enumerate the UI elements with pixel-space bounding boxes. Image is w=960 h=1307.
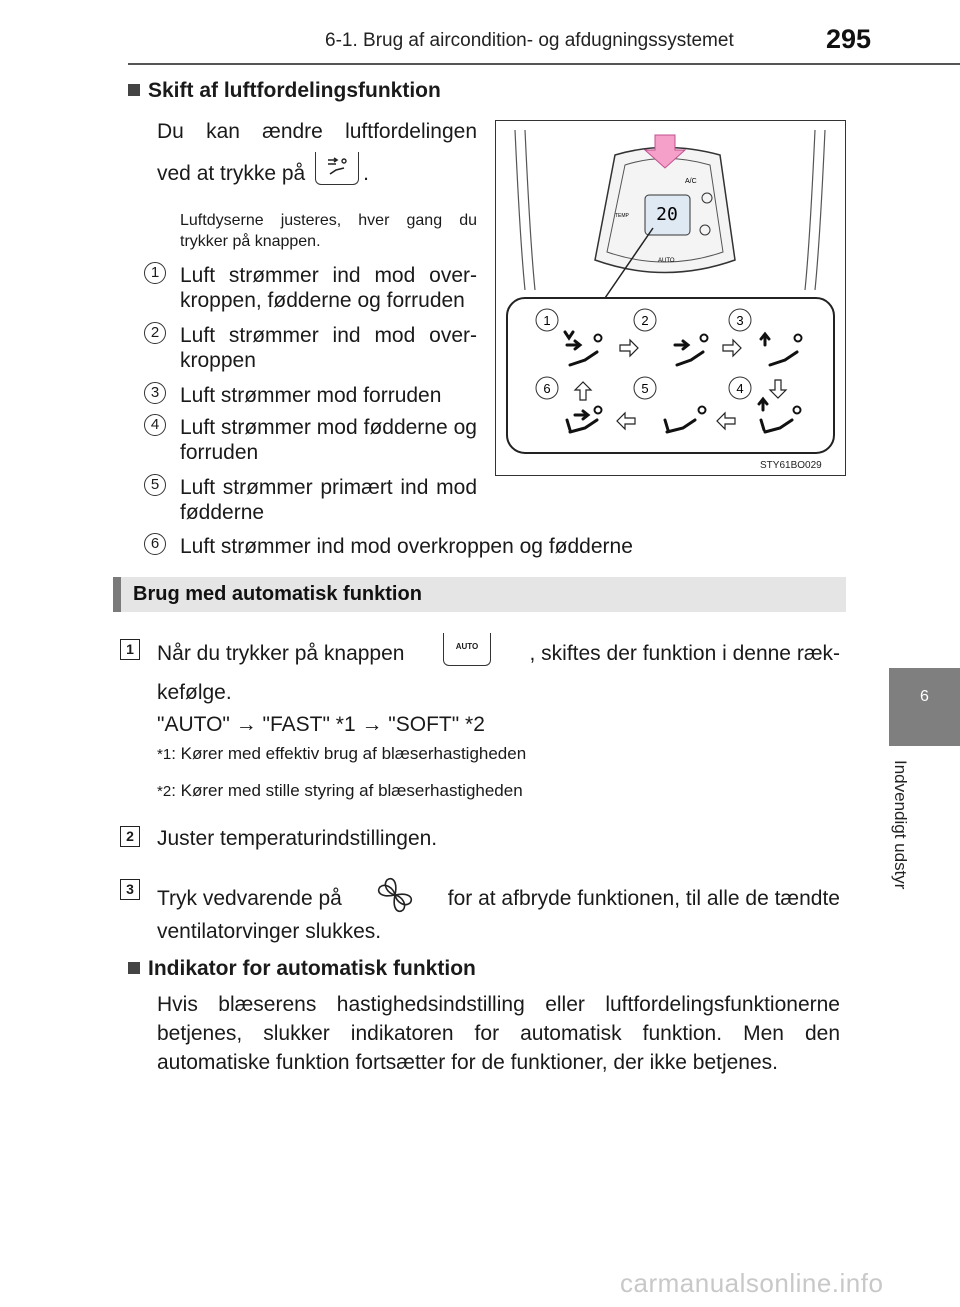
fan-icon xyxy=(373,873,417,917)
intro-line-1: Du kan ændre luftfordelingen xyxy=(157,120,477,143)
page-number: 295 xyxy=(826,24,872,54)
mode-text-6: Luft strømmer ind mod overkroppen og fødderne xyxy=(180,535,633,558)
chapter-label-vertical xyxy=(880,760,920,980)
chapter-number: 6 xyxy=(920,688,929,705)
figure-callout-5: 5 xyxy=(641,381,649,396)
mode-number-3: 3 xyxy=(144,382,166,404)
step-3-line-1: Tryk vedvarende på for at afbryde funktionen, til alle de tændte xyxy=(157,876,840,920)
panel-display-temperature: 20 xyxy=(656,204,678,225)
auto-button-icon: AUTO xyxy=(443,633,491,666)
mode-number-1: 1 xyxy=(144,262,166,284)
intro-line-2: ved at trykke på . xyxy=(157,158,487,191)
chapter-label: Indvendigt udstyr xyxy=(891,760,910,890)
square-bullet-icon xyxy=(128,84,140,96)
mode-text-5: Luft strømmer primært ind mod fødderne xyxy=(180,476,477,524)
footnote-1: *1: Kører med effektiv brug af blæserhastigheden xyxy=(157,744,527,763)
header-rule xyxy=(128,63,960,65)
section-heading-air-distribution: Skift af luftfordelingsfunktion xyxy=(128,79,441,103)
mode-text-4: Luft strømmer mod fødderne og forruden xyxy=(180,416,477,464)
step-2-text: Juster temperaturindstillingen. xyxy=(157,827,438,850)
chapter-tab xyxy=(889,668,960,746)
mode-text-3: Luft strømmer mod forruden xyxy=(180,384,442,407)
panel-label-auto: AUTO xyxy=(658,258,675,264)
mode-sequence: "AUTO" → "FAST" *1 → "SOFT" *2 xyxy=(157,713,485,736)
step-number-2: 2 xyxy=(120,826,140,847)
mode-number-6: 6 xyxy=(144,533,166,555)
air-distribution-figure xyxy=(495,120,846,476)
step-3-line-2: ventilatorvinger slukkes. xyxy=(157,920,382,943)
header-section-title: 6-1. Brug af aircondition- og afdugningssystemet xyxy=(325,30,734,51)
panel-label-temp: TEMP xyxy=(615,213,629,219)
mode-text-1: Luft strømmer ind mod over-kroppen, fødderne og forruden xyxy=(180,264,477,312)
step-number-1: 1 xyxy=(120,639,140,660)
mode-number-2: 2 xyxy=(144,322,166,344)
figure-callout-2: 2 xyxy=(641,313,649,328)
note-text: Luftdyserne justeres, hver gang du trykker på knappen. xyxy=(180,212,477,250)
square-bullet-icon xyxy=(128,962,140,974)
footnote-2: *2: Kører med stille styring af blæserhastigheden xyxy=(157,781,523,800)
step-number-3: 3 xyxy=(120,879,140,900)
panel-label-ac: A/C xyxy=(685,178,697,185)
step-1-line-1: Når du trykker på knappen AUTO , skiftes der funktion i denne ræk- xyxy=(157,637,840,670)
air-distribution-button-icon xyxy=(315,152,359,185)
step-1-line-2: kefølge. xyxy=(157,681,232,704)
watermark: carmanualsonline.info xyxy=(620,1268,884,1298)
mode-text-2: Luft strømmer ind mod over-kroppen xyxy=(180,324,477,372)
mode-number-4: 4 xyxy=(144,414,166,436)
section-banner-automatic: Brug med automatisk funktion xyxy=(113,577,846,612)
figure-callout-1: 1 xyxy=(543,313,551,328)
section-heading-indicator: Indikator for automatisk funktion xyxy=(128,957,476,981)
indicator-text: Hvis blæserens hastighedsindstilling eller luftfordelingsfunktionerne betjenes, slukker indikatoren for automatisk funktion. Men den automatiske funktion fortsætter for de funktioner, der ikke betjenes. xyxy=(157,993,840,1074)
mode-number-5: 5 xyxy=(144,474,166,496)
figure-callout-4: 4 xyxy=(736,381,744,396)
figure-callout-6: 6 xyxy=(543,381,551,396)
figure-callout-3: 3 xyxy=(736,313,744,328)
figure-svg xyxy=(495,120,846,476)
figure-code: STY61BO029 xyxy=(760,460,822,471)
